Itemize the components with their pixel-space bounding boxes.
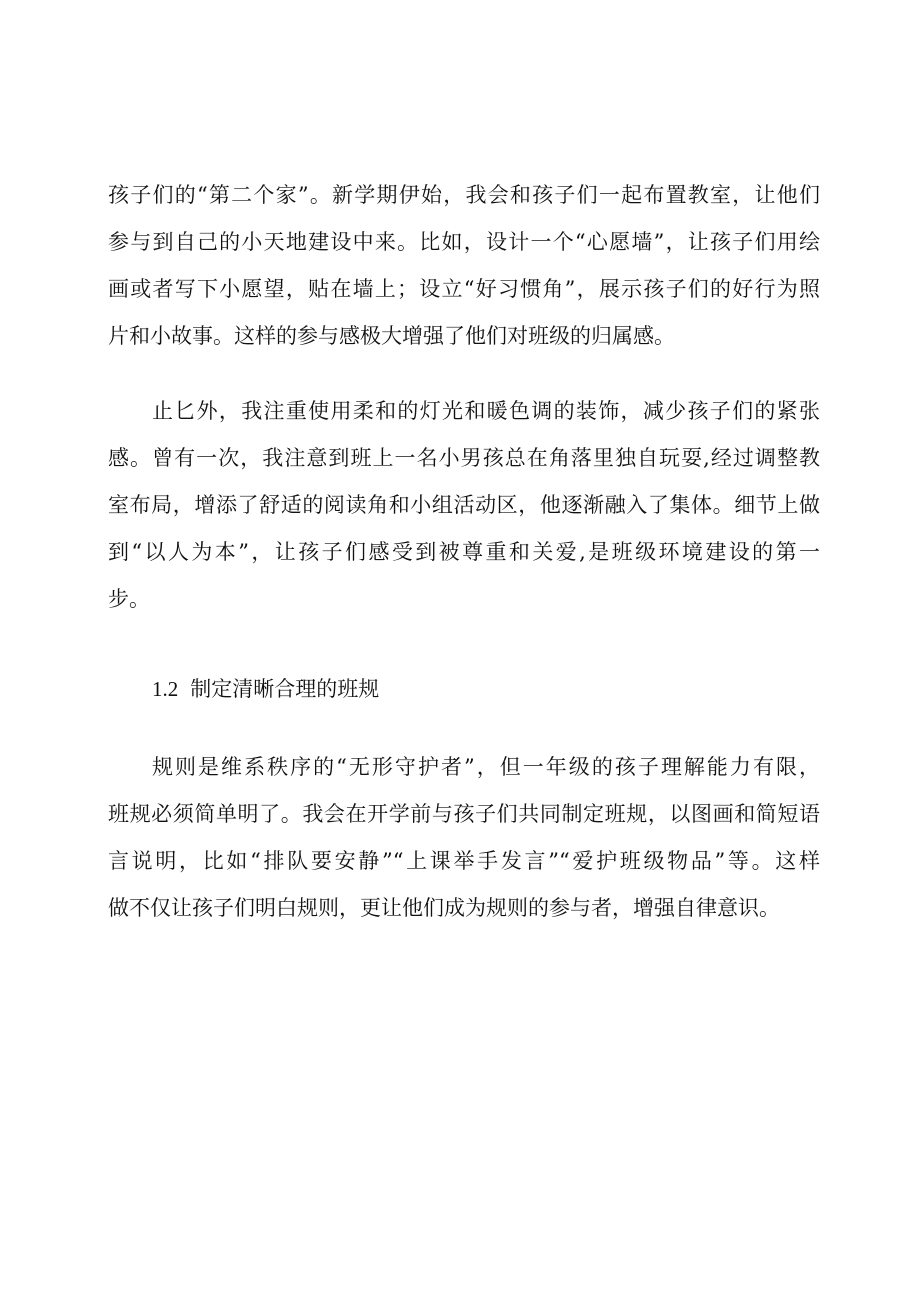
section-number: 1.2: [152, 677, 179, 701]
paragraph-line: 感。曾有一次，我注意到班上一名小男孩总在角落里独自玩耍,经过调整教: [108, 446, 820, 470]
paragraph-line: 参与到自己的小天地建设中来。比如，设计一个“心愿墙”，让孩子们用绘: [108, 230, 820, 254]
section-title: 制定清晰合理的班规: [190, 677, 380, 701]
paragraph-line: 片和小故事。这样的参与感极大增强了他们对班级的归属感。: [108, 324, 675, 348]
section-heading: [152, 675, 379, 703]
paragraph-line: 规则是维系秩序的“无形守护者”，但一年级的孩子理解能力有限，: [152, 755, 820, 779]
paragraph-line: 言说明，比如“排队要安静”“上课举手发言”“爱护班级物品”等。这样: [108, 849, 820, 873]
paragraph-line: 画或者写下小愿望，贴在墙上；设立“好习惯角”，展示孩子们的好行为照: [108, 277, 820, 301]
paragraph-line: 室布局，增添了舒适的阅读角和小组活动区，他逐渐融入了集体。细节上做: [108, 493, 820, 517]
paragraph-line: 孩子们的“第二个家”。新学期伊始，我会和孩子们一起布置教室，让他们: [108, 183, 820, 207]
paragraph-line: 步。: [108, 587, 150, 611]
paragraph-line: 做不仅让孩子们明白规则，更让他们成为规则的参与者，增强自律意识。: [108, 896, 780, 920]
paragraph-line: 止匕外，我注重使用柔和的灯光和暖色调的装饰，减少孩子们的紧张: [152, 399, 820, 423]
paragraph-line: 到“以人为本”，让孩子们感受到被尊重和关爱,是班级环境建设的第一: [108, 540, 820, 564]
paragraph-line: 班规必须简单明了。我会在开学前与孩子们共同制定班规，以图画和简短语: [108, 802, 820, 826]
